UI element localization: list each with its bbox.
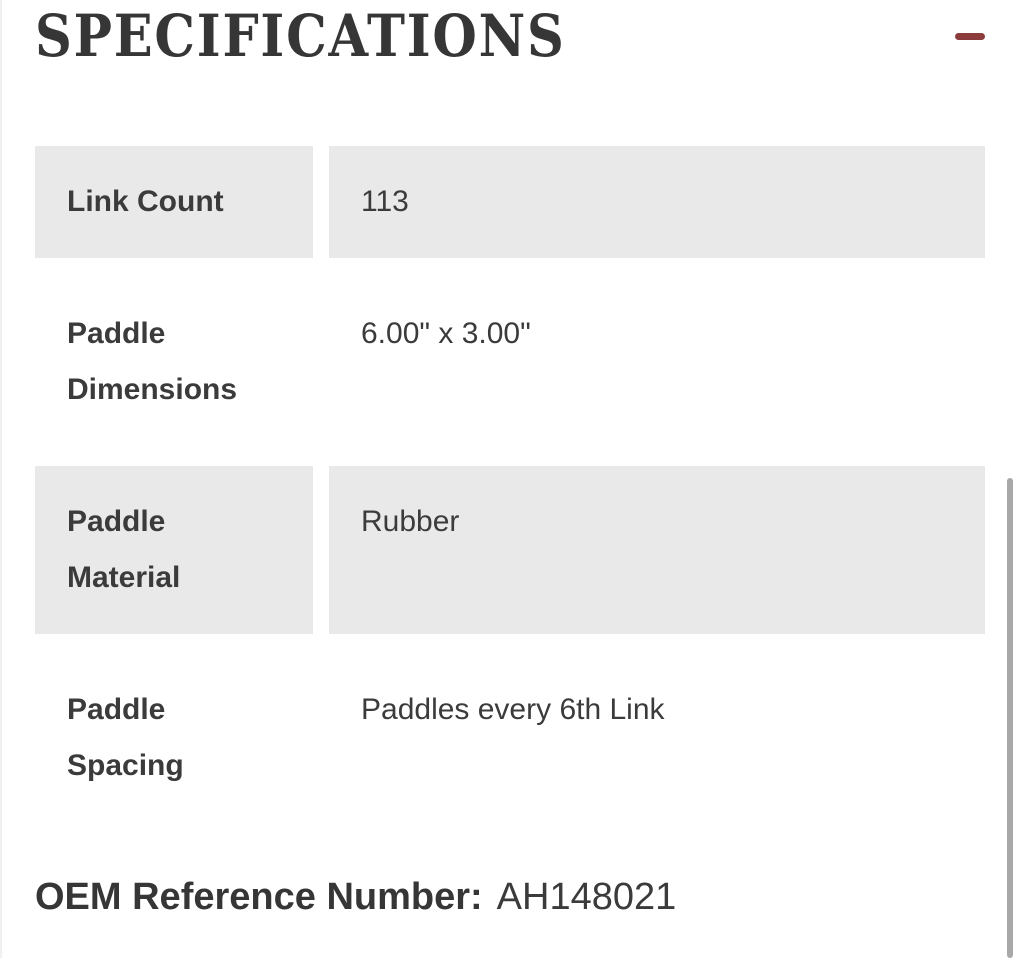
oem-reference-line (35, 874, 985, 920)
specifications-accordion-header[interactable] (35, 2, 985, 70)
spec-value: Paddles every 6th Link (361, 693, 665, 726)
specifications-title: SPECIFICATIONS (35, 2, 566, 70)
spec-label: Paddle Spacing (67, 693, 184, 782)
spec-label: Paddle Material (35, 466, 313, 634)
collapse-minus-icon[interactable] (955, 33, 985, 40)
spec-label: Link Count (35, 146, 313, 258)
spec-row-paddle-material (35, 466, 985, 634)
vertical-scrollbar-thumb[interactable] (1007, 478, 1013, 958)
specifications-section (35, 0, 985, 920)
spec-label: Paddle Dimensions (67, 317, 238, 406)
spec-table (35, 146, 985, 822)
spec-value: Rubber (329, 466, 985, 634)
spec-row-link-count (35, 146, 985, 258)
spec-row-paddle-spacing (35, 654, 985, 822)
window-edge (0, 0, 2, 958)
oem-reference-label: OEM Reference Number: (35, 876, 483, 918)
spec-value: 113 (329, 146, 985, 258)
spec-value: 6.00" x 3.00" (361, 317, 531, 350)
oem-reference-value: AH148021 (496, 876, 677, 918)
spec-row-paddle-dimensions (35, 278, 985, 446)
